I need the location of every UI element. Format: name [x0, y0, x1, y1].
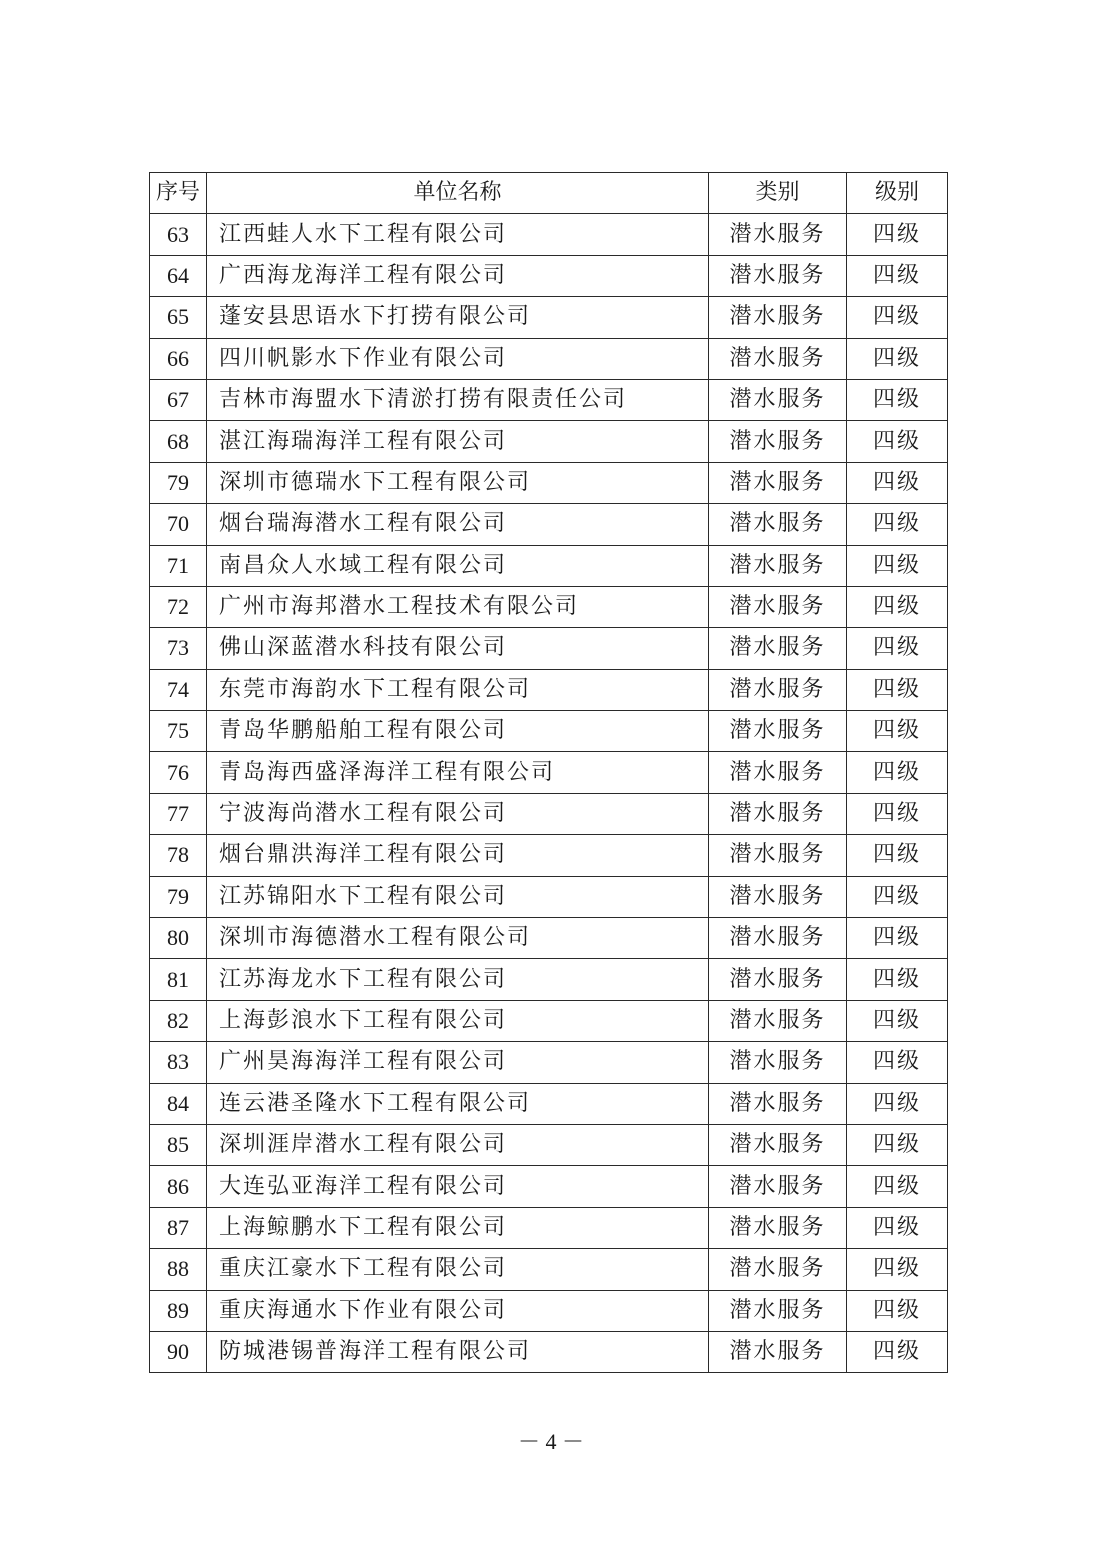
serial-number-cell: 75	[150, 711, 207, 752]
serial-number-cell: 65	[150, 297, 207, 338]
company-name-cell: 深圳市德瑞水下工程有限公司	[207, 462, 709, 503]
company-name-cell: 深圳市海德潜水工程有限公司	[207, 918, 709, 959]
serial-number-cell: 76	[150, 752, 207, 793]
level-cell: 四级	[847, 421, 948, 462]
category-cell: 潜水服务	[709, 504, 847, 545]
serial-number-cell: 86	[150, 1166, 207, 1207]
serial-number-cell: 67	[150, 379, 207, 420]
company-name-cell: 深圳涯岸潜水工程有限公司	[207, 1124, 709, 1165]
category-cell: 潜水服务	[709, 1249, 847, 1290]
table-row	[150, 462, 948, 503]
serial-number-cell: 77	[150, 793, 207, 834]
category-cell: 潜水服务	[709, 918, 847, 959]
company-name-cell: 烟台瑞海潜水工程有限公司	[207, 504, 709, 545]
serial-number-cell: 82	[150, 1000, 207, 1041]
level-cell: 四级	[847, 711, 948, 752]
level-cell: 四级	[847, 338, 948, 379]
company-name-cell: 青岛海西盛泽海洋工程有限公司	[207, 752, 709, 793]
level-cell: 四级	[847, 214, 948, 255]
level-cell: 四级	[847, 255, 948, 296]
company-name-cell: 四川帆影水下作业有限公司	[207, 338, 709, 379]
company-list-table	[149, 172, 948, 1373]
table-row	[150, 876, 948, 917]
serial-number-cell: 80	[150, 918, 207, 959]
table-row	[150, 1331, 948, 1372]
table-row	[150, 793, 948, 834]
table-row	[150, 338, 948, 379]
company-name-cell: 吉林市海盟水下清淤打捞有限责任公司	[207, 379, 709, 420]
serial-number-cell: 72	[150, 586, 207, 627]
table-row	[150, 1207, 948, 1248]
company-name-cell: 南昌众人水域工程有限公司	[207, 545, 709, 586]
company-name-cell: 佛山深蓝潜水科技有限公司	[207, 628, 709, 669]
company-name-cell: 防城港锡普海洋工程有限公司	[207, 1331, 709, 1372]
level-cell: 四级	[847, 1000, 948, 1041]
category-cell: 潜水服务	[709, 628, 847, 669]
level-cell: 四级	[847, 1207, 948, 1248]
table-body	[150, 214, 948, 1373]
level-cell: 四级	[847, 586, 948, 627]
company-name-cell: 广西海龙海洋工程有限公司	[207, 255, 709, 296]
serial-number-cell: 66	[150, 338, 207, 379]
level-cell: 四级	[847, 1083, 948, 1124]
table-row	[150, 1290, 948, 1331]
category-cell: 潜水服务	[709, 959, 847, 1000]
category-cell: 潜水服务	[709, 752, 847, 793]
company-name-cell: 江苏海龙水下工程有限公司	[207, 959, 709, 1000]
category-cell: 潜水服务	[709, 1000, 847, 1041]
serial-number-cell: 79	[150, 876, 207, 917]
level-cell: 四级	[847, 1042, 948, 1083]
table-row	[150, 297, 948, 338]
category-cell: 潜水服务	[709, 255, 847, 296]
category-cell: 潜水服务	[709, 1042, 847, 1083]
company-name-cell: 上海彭浪水下工程有限公司	[207, 1000, 709, 1041]
level-cell: 四级	[847, 959, 948, 1000]
category-cell: 潜水服务	[709, 835, 847, 876]
serial-number-cell: 89	[150, 1290, 207, 1331]
company-name-cell: 江西蛙人水下工程有限公司	[207, 214, 709, 255]
table-row	[150, 1083, 948, 1124]
serial-number-cell: 64	[150, 255, 207, 296]
serial-number-cell: 73	[150, 628, 207, 669]
serial-number-cell: 87	[150, 1207, 207, 1248]
company-name-cell: 宁波海尚潜水工程有限公司	[207, 793, 709, 834]
table-row	[150, 421, 948, 462]
category-cell: 潜水服务	[709, 379, 847, 420]
level-cell: 四级	[847, 918, 948, 959]
category-cell: 潜水服务	[709, 545, 847, 586]
table-row	[150, 504, 948, 545]
level-cell: 四级	[847, 379, 948, 420]
category-cell: 潜水服务	[709, 586, 847, 627]
level-cell: 四级	[847, 1331, 948, 1372]
table-row	[150, 545, 948, 586]
company-name-cell: 东莞市海韵水下工程有限公司	[207, 669, 709, 710]
company-name-cell: 广州市海邦潜水工程技术有限公司	[207, 586, 709, 627]
level-cell: 四级	[847, 752, 948, 793]
company-name-cell: 重庆江豪水下工程有限公司	[207, 1249, 709, 1290]
table-row	[150, 255, 948, 296]
level-cell: 四级	[847, 1290, 948, 1331]
serial-number-cell: 88	[150, 1249, 207, 1290]
table-row	[150, 669, 948, 710]
category-cell: 潜水服务	[709, 876, 847, 917]
company-name-cell: 重庆海通水下作业有限公司	[207, 1290, 709, 1331]
table-row	[150, 835, 948, 876]
category-cell: 潜水服务	[709, 297, 847, 338]
category-cell: 潜水服务	[709, 1166, 847, 1207]
table-row	[150, 214, 948, 255]
level-cell: 四级	[847, 669, 948, 710]
company-name-cell: 江苏锦阳水下工程有限公司	[207, 876, 709, 917]
level-cell: 四级	[847, 462, 948, 503]
category-cell: 潜水服务	[709, 462, 847, 503]
level-cell: 四级	[847, 297, 948, 338]
table-row	[150, 1166, 948, 1207]
category-cell: 潜水服务	[709, 711, 847, 752]
serial-number-cell: 85	[150, 1124, 207, 1165]
category-cell: 潜水服务	[709, 1083, 847, 1124]
category-cell: 潜水服务	[709, 669, 847, 710]
category-cell: 潜水服务	[709, 793, 847, 834]
category-cell: 潜水服务	[709, 421, 847, 462]
header-row	[150, 173, 948, 214]
serial-number-cell: 79	[150, 462, 207, 503]
table-row	[150, 1124, 948, 1165]
company-name-cell: 湛江海瑞海洋工程有限公司	[207, 421, 709, 462]
header-level: 级别	[847, 173, 948, 214]
level-cell: 四级	[847, 876, 948, 917]
level-cell: 四级	[847, 835, 948, 876]
serial-number-cell: 78	[150, 835, 207, 876]
table-row	[150, 918, 948, 959]
company-name-cell: 青岛华鹏船舶工程有限公司	[207, 711, 709, 752]
category-cell: 潜水服务	[709, 214, 847, 255]
table-row	[150, 1249, 948, 1290]
table-row	[150, 752, 948, 793]
serial-number-cell: 81	[150, 959, 207, 1000]
company-name-cell: 烟台鼎洪海洋工程有限公司	[207, 835, 709, 876]
company-name-cell: 广州昊海海洋工程有限公司	[207, 1042, 709, 1083]
header-category: 类别	[709, 173, 847, 214]
serial-number-cell: 90	[150, 1331, 207, 1372]
table-row	[150, 1000, 948, 1041]
table-row	[150, 711, 948, 752]
level-cell: 四级	[847, 1124, 948, 1165]
category-cell: 潜水服务	[709, 1207, 847, 1248]
table-header	[150, 173, 948, 214]
company-name-cell: 连云港圣隆水下工程有限公司	[207, 1083, 709, 1124]
header-company-name: 单位名称	[207, 173, 709, 214]
serial-number-cell: 83	[150, 1042, 207, 1083]
level-cell: 四级	[847, 628, 948, 669]
page-number: － 4 －	[517, 1429, 584, 1454]
table-row	[150, 379, 948, 420]
table-row	[150, 1042, 948, 1083]
level-cell: 四级	[847, 1249, 948, 1290]
level-cell: 四级	[847, 1166, 948, 1207]
company-name-cell: 上海鲸鹏水下工程有限公司	[207, 1207, 709, 1248]
category-cell: 潜水服务	[709, 1331, 847, 1372]
level-cell: 四级	[847, 545, 948, 586]
serial-number-cell: 68	[150, 421, 207, 462]
serial-number-cell: 63	[150, 214, 207, 255]
level-cell: 四级	[847, 793, 948, 834]
table-row	[150, 628, 948, 669]
serial-number-cell: 71	[150, 545, 207, 586]
company-name-cell: 大连弘亚海洋工程有限公司	[207, 1166, 709, 1207]
header-serial-number: 序号	[150, 173, 207, 214]
serial-number-cell: 70	[150, 504, 207, 545]
company-name-cell: 蓬安县思语水下打捞有限公司	[207, 297, 709, 338]
category-cell: 潜水服务	[709, 1124, 847, 1165]
category-cell: 潜水服务	[709, 338, 847, 379]
table-row	[150, 586, 948, 627]
level-cell: 四级	[847, 504, 948, 545]
category-cell: 潜水服务	[709, 1290, 847, 1331]
serial-number-cell: 84	[150, 1083, 207, 1124]
table-row	[150, 959, 948, 1000]
serial-number-cell: 74	[150, 669, 207, 710]
